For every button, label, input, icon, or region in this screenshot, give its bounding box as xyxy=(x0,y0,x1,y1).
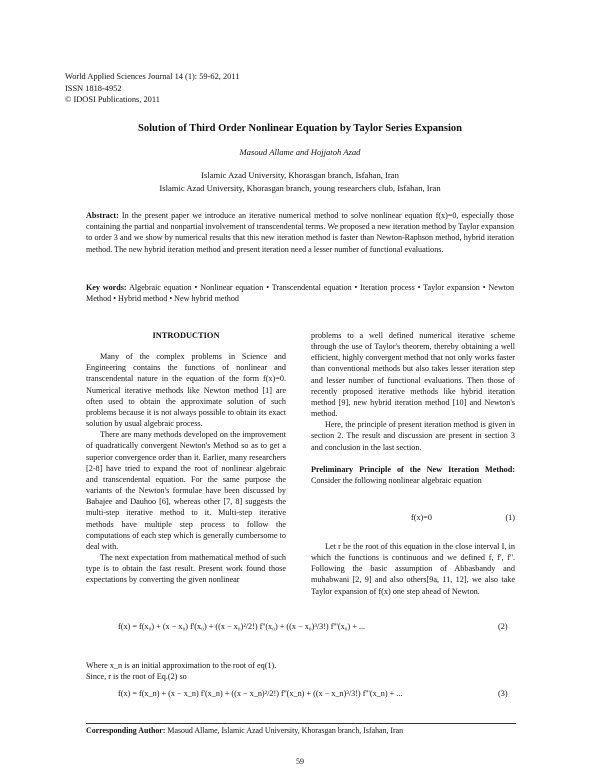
journal-copyright: © IDOSI Publications, 2011 xyxy=(65,95,160,105)
equation-2-expression: f(x) = f(x₀) + (x − x₀) f'(x₀) + ((x − x₀)²/2!) f''(x₀) + ((x − x₀)³/3!) f'''(x₀) + ... xyxy=(118,622,366,631)
left-column xyxy=(86,330,286,585)
equation-3-number: (3) xyxy=(498,689,508,698)
right-paragraph-2: Here, the principle of present iteration method is given in section 2. The result and discussion are present in section 3 and conclusion in the last section. xyxy=(311,420,515,452)
introduction-heading: INTRODUCTION xyxy=(152,331,220,340)
journal-issn: ISSN 1818-4952 xyxy=(65,83,122,93)
right-column xyxy=(311,330,515,486)
section-intro xyxy=(311,464,515,486)
paper-title: Solution of Third Order Nonlinear Equation by Taylor Series Expansion xyxy=(138,123,462,134)
page-number: 59 xyxy=(296,757,304,766)
right-column-lower xyxy=(311,541,515,597)
section-label: Preliminary Principle of the New Iteration Method: xyxy=(311,464,515,474)
equation-1-expression: f(x)=0 xyxy=(411,513,432,522)
keywords-label: Key words: xyxy=(86,283,127,292)
equations-text xyxy=(86,660,516,682)
affiliation-2: Islamic Azad University, Khorasgan branch, young researchers club, Isfahan, Iran xyxy=(159,182,441,193)
abstract-text: In the present paper we introduce an iterative numerical method to solve nonlinear equation f(x)=0, especially those containing the partial and nonpartial involvement of transcendental terms. We proposed a new iteration method by Taylor expansion to order 3 and we show by numerical results that this new iteration method is faster than Newton-Raphson method, hybrid iteration method. The new hybrid iteration method and present iteration need a lesser number of functional evaluations. xyxy=(86,211,515,254)
between-text-1: Where x_n is an initial approximation to the root of eq(1). xyxy=(86,661,277,670)
intro-paragraph-2: There are many methods developed on the improvement of quadratically convergent Newton's Method so as to get a superior convergence order than it. Earlier, many researchers [2-8] have tried to expand the root of nonlinear algebraic and transcendental equation. For the same purpose the variants of the Newton's formulae have been discussed by Babajee and Dauhoo [6], whereas other [7, 8] suggests the multi-step iterative method to it. Multi-step iterative methods have multiple step process to follow the computations of each step which is generally cumbersome to deal with. xyxy=(86,430,286,551)
paper-authors: Masoud Allame and Hojjatoh Azad xyxy=(239,147,361,157)
between-text-2: Since, r is the root of Eq.(2) so xyxy=(86,672,187,682)
equation-3-expression: f(x) = f(x_n) + (x − x_n) f'(x_n) + ((x − x_n)²/2!) f''(x_n) + ((x − x_n)³/3!) f'''(x_n) + ... xyxy=(118,689,403,698)
equation-1-number: (1) xyxy=(505,513,515,522)
journal-citation: World Applied Sciences Journal 14 (1): 59-62, 2011 xyxy=(65,72,240,81)
abstract-label: Abstract: xyxy=(86,211,119,220)
section-text: Consider the following nonlinear algebraic equation xyxy=(311,475,482,485)
abstract xyxy=(86,210,514,255)
corresponding-label: Corresponding Author: xyxy=(86,726,166,735)
affiliation-1: Islamic Azad University, Khorasgan branch, Isfahan, Iran xyxy=(201,170,399,180)
keywords xyxy=(86,282,514,304)
journal-header xyxy=(65,71,239,106)
right-paragraph-1: problems to a well defined numerical iterative scheme through the use of Taylor's theorem, thereby obtaining a well efficient, highly convergent method that not only works faster than conventional methods but also takes lesser iteration step and lesser number of functional evaluations. Then those of recently proposed iterative methods like hybrid iteration method [9], new hybrid iteration method [10] and Newton's method. xyxy=(311,331,515,419)
keywords-text: Algebraic equation • Nonlinear equation • Transcendental equation • Iteration process • Taylor expansion • Newton Method • Hybrid method • New hybrid method xyxy=(86,283,515,304)
intro-paragraph-3: The next expectation from mathematical method of such type is to obtain the fast result. Present work found those expectations by converting the given nonlinear xyxy=(86,552,286,585)
right-paragraph-3: Let r be the root of this equation in the close interval I, in which the functions is continuous and we defined f, f', f''. Following the basic assumption of Abbasbandy and muhabwani [2, 9] and also others[9a, 11, 12], we also take Taylor expansion of f(x) one step ahead of Newton. xyxy=(311,542,515,596)
equation-2-number: (2) xyxy=(498,622,508,631)
affiliations xyxy=(0,169,600,194)
footnote-rule xyxy=(86,723,516,724)
corresponding-author xyxy=(86,726,516,735)
intro-paragraph-1: Many of the complex problems in Science and Engineering contains the functions of nonlinear and transcendental nature in the equation of the form f(x)=0. Numerical iterative methods like Newton method [1] are often used to obtain the approximate solution of such problems because it is not always possible to obtain its exact solution by usual algebraic process. xyxy=(86,352,286,429)
corresponding-text: Masoud Allame, Islamic Azad University, Khorasgan branch, Isfahan, Iran xyxy=(167,726,404,735)
